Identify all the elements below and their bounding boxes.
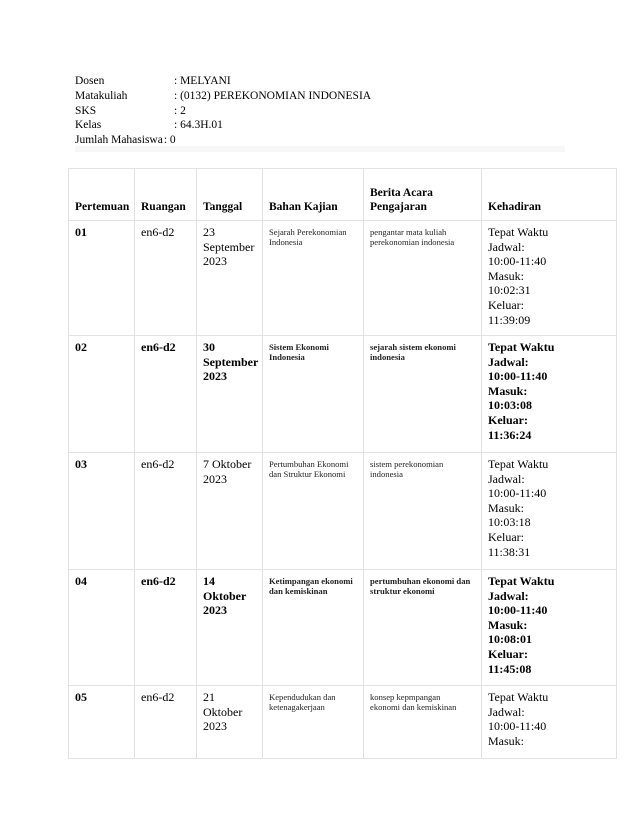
text-line: 10:03:08 [488,398,532,413]
header-tanggal: Tanggal [197,169,263,221]
text-line: konsep kepmpangan [370,692,441,702]
text-line: Jadwal: [488,354,529,369]
cell-kehadiran [482,453,617,570]
info-sks [75,104,371,119]
text-line: Tepat Waktu [488,225,549,239]
text-line: struktur ekonomi [370,586,435,596]
text-line: Masuk: [488,383,528,398]
cell-berita-acara [364,453,482,570]
text-line: ekonomi dan kemiskinan [370,702,457,712]
text-line: 11:38:31 [488,544,531,559]
cell-ruangan: en6-d2 [135,686,197,759]
text-line: Indonesia [269,237,303,247]
text-line: 2023 [203,603,227,618]
cell-ruangan: en6-d2 [135,336,197,453]
header-bahan-kajian: Bahan Kajian [263,169,364,221]
text-line: Tepat Waktu [488,574,555,588]
text-line: ketenagakerjaan [269,702,325,712]
cell-pertemuan: 04 [69,570,135,686]
cell-tanggal [197,453,263,570]
cell-tanggal [197,221,263,336]
cell-pertemuan: 03 [69,453,135,570]
cell-kehadiran [482,221,617,336]
text-line: Masuk: [488,617,528,632]
table-row [69,686,617,759]
info-value: : 64.3H.01 [174,119,223,132]
cell-kehadiran [482,686,617,759]
text-line: Kependudukan dan [269,692,336,702]
text-line: Keluar: [488,412,528,427]
info-label: Jumlah Mahasiswa [75,134,163,147]
text-line: 2023 [203,369,227,384]
text-line: 10:00-11:40 [488,719,547,734]
text-line: September [203,239,255,254]
text-line: sistem perekonomian [370,459,444,469]
info-label: Kelas [75,119,102,132]
cell-bahan-kajian [263,221,364,336]
table-row [69,570,617,686]
text-line: sejarah sistem ekonomi [370,342,456,352]
text-line: 21 [203,690,215,704]
text-line: Masuk: [488,268,524,283]
text-line: Keluar: [488,297,524,312]
cell-bahan-kajian [263,570,364,686]
cell-tanggal [197,686,263,759]
cell-kehadiran [482,570,617,686]
text-line: 10:00-11:40 [488,369,548,384]
cell-bahan-kajian [263,453,364,570]
info-value: : MELYANI [174,75,231,87]
info-kelas [75,118,371,133]
text-line: Pertumbuhan Ekonomi [269,459,349,469]
info-value: : 2 [174,104,186,117]
header-pertemuan: Pertemuan [69,169,135,221]
table-row [69,336,617,453]
info-value: : (0132) PEREKONOMIAN INDONESIA [174,89,372,102]
cell-pertemuan: 01 [69,221,135,336]
table-header-row [69,169,617,221]
info-label: Dosen [75,75,105,87]
text-line: Masuk: [488,733,524,748]
header-berita-acara [364,169,482,221]
cell-berita-acara [364,336,482,453]
text-line: 2023 [203,254,227,269]
text-line: Masuk: [488,500,524,515]
cell-kehadiran [482,336,617,453]
table-row [69,453,617,570]
text-line: Oktober [203,704,243,719]
cell-bahan-kajian [263,686,364,759]
cell-tanggal [197,570,263,686]
text-line: 11:39:09 [488,312,531,327]
cell-tanggal [197,336,263,453]
text-line: 2023 [203,719,227,734]
text-line: Jadwal: [488,471,525,486]
text-line: 2023 [203,471,227,486]
text-line: indonesia [370,352,405,362]
text-line: Ketimpangan ekonomi [269,576,353,586]
header-kehadiran: Kehadiran [482,169,617,221]
cell-berita-acara [364,221,482,336]
attendance-table [68,168,617,759]
text-line: 10:08:01 [488,632,532,647]
cell-berita-acara [364,570,482,686]
text-line: 10:00-11:40 [488,603,548,618]
cell-pertemuan: 02 [69,336,135,453]
text-line: Sejarah Perekonomian [269,227,347,237]
text-line: pengantar mata kuliah [370,227,447,237]
text-line: Indonesia [269,352,305,362]
text-line: 14 [203,574,215,588]
header-berita-line: Berita Acara [370,187,433,199]
text-line: 11:45:08 [488,661,532,676]
cell-ruangan: en6-d2 [135,221,197,336]
text-line: September [203,354,259,369]
text-line: pertumbuhan ekonomi dan [370,576,471,586]
info-label: SKS [75,104,97,117]
text-line: dan Struktur Ekonomi [269,469,346,479]
info-matakuliah [75,89,371,104]
cell-ruangan: en6-d2 [135,453,197,570]
header-berita-line: Pengajaran [370,201,427,213]
info-label: Matakuliah [75,89,128,102]
text-line: Oktober [203,588,247,603]
text-line: Jadwal: [488,239,525,254]
text-line: perekonomian indonesia [370,237,455,247]
text-line: Jadwal: [488,704,525,719]
text-line: Tepat Waktu [488,340,555,354]
text-line: 30 [203,340,215,354]
text-line: Jadwal: [488,588,529,603]
text-line: Sistem Ekonomi [269,342,329,352]
text-line: 10:00-11:40 [488,254,547,269]
text-line: indonesia [370,469,403,479]
table-row [69,221,617,336]
text-line: Keluar: [488,646,528,661]
info-dosen [75,74,371,89]
cell-bahan-kajian [263,336,364,453]
text-line: Tepat Waktu [488,457,549,471]
text-line: Keluar: [488,529,524,544]
cell-berita-acara [364,686,482,759]
text-line: 10:00-11:40 [488,486,547,501]
text-line: 23 [203,225,215,239]
text-line: Tepat Waktu [488,690,549,704]
info-value: : 0 [163,134,176,147]
course-info [75,74,371,148]
text-line: 11:36:24 [488,427,532,442]
text-line: 10:02:31 [488,283,531,298]
cell-pertemuan: 05 [69,686,135,759]
header-ruangan: Ruangan [135,169,197,221]
text-line: dan kemiskinan [269,586,328,596]
text-line: 10:03:18 [488,515,531,530]
divider [75,146,565,152]
cell-ruangan: en6-d2 [135,570,197,686]
text-line: 7 Oktober [203,457,252,471]
